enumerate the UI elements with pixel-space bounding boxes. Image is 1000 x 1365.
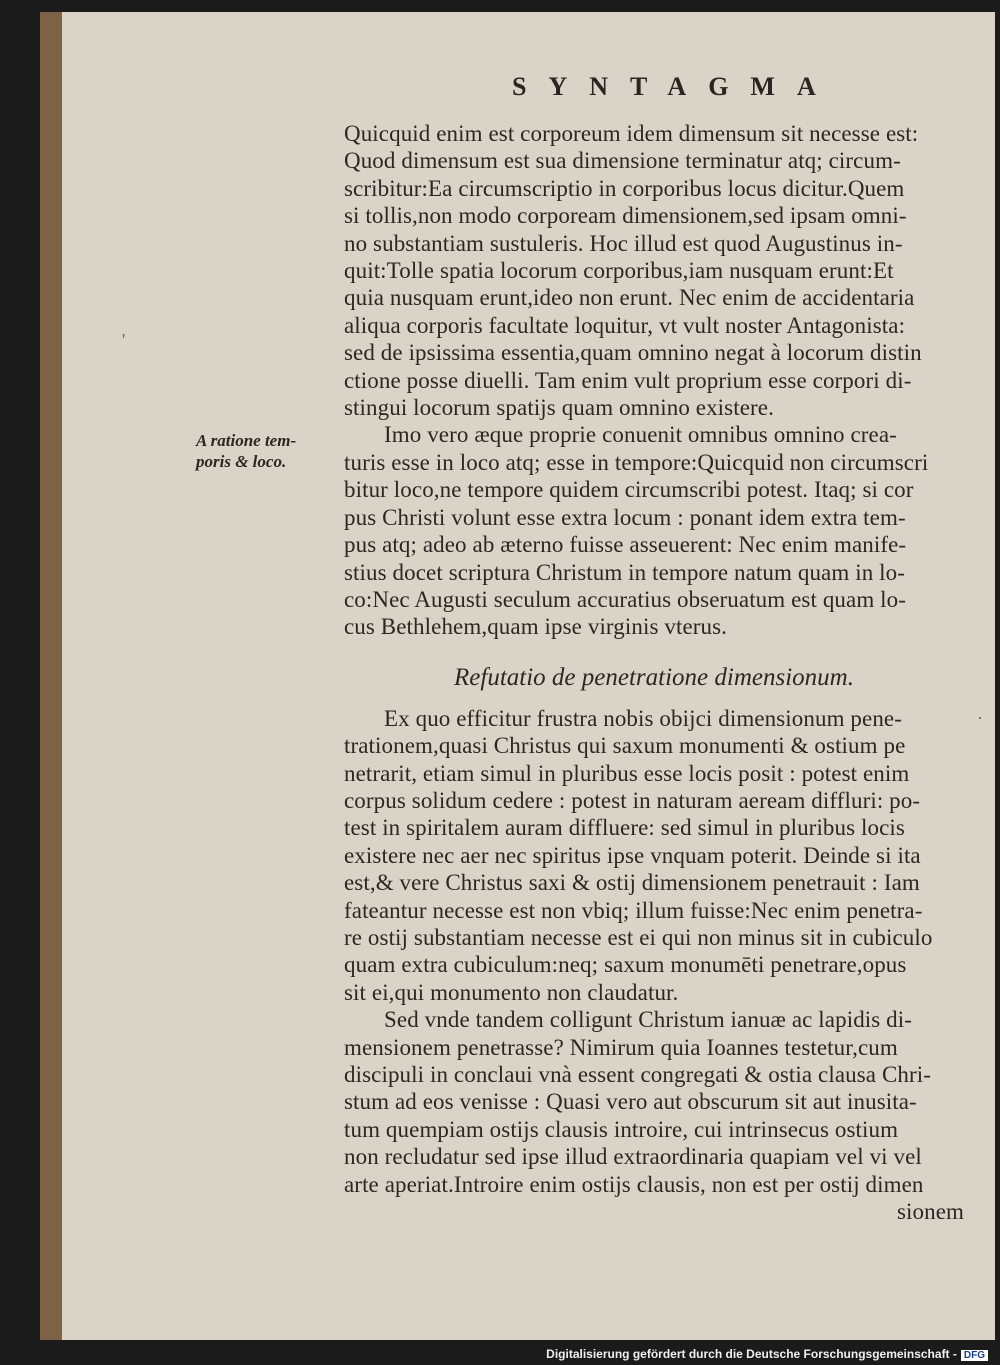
- catchword: sionem: [896, 1199, 964, 1225]
- text-line: tum quempiam ostijs clausis introire, cui intrinsecus ostium: [344, 1116, 899, 1142]
- text-line: netrarit, etiam simul in pluribus esse locis posit : potest enim: [344, 760, 910, 786]
- text-line: est,& vere Christus saxi & ostij dimensionem penetrauit : Iam: [344, 870, 920, 896]
- text-line: aliqua corporis facultate loquitur, vt vult noster Antagonista:: [344, 312, 906, 338]
- text-line: Ex quo efficitur frustra nobis obijci dimensionum pene-: [384, 705, 902, 731]
- text-line: quia nusquam erunt,ideo non erunt. Nec enim de accidentaria: [344, 285, 915, 311]
- text-line: mensionem penetrasse? Nimirum quia Ioannes testetur,cum: [344, 1034, 898, 1060]
- text-line: cus Bethlehem,quam ipse virginis vterus.: [344, 614, 728, 640]
- text-line: trationem,quasi Christus qui saxum monumenti & ostium pe: [344, 733, 906, 759]
- text-line: re ostij substantiam necesse est ei qui non minus sit in cubiculo: [344, 924, 933, 950]
- text-line: ctione posse diuelli. Tam enim vult proprium esse corpori di-: [344, 367, 912, 393]
- text-line: sit ei,qui monumento non claudatur.: [344, 979, 679, 1005]
- text-line: sed de ipsissima essentia,quam omnino negat à locorum distin: [344, 340, 922, 366]
- text-line: scribitur:Ea circumscriptio in corporibus locus dicitur.Quem: [344, 175, 905, 201]
- paragraph-1: [344, 120, 964, 421]
- marginal-note-line: poris & loco.: [196, 452, 287, 471]
- text-line: discipuli in conclaui vnà essent congregati & ostia clausa Chri-: [344, 1062, 931, 1087]
- margin-dot: ·: [977, 708, 983, 728]
- main-text: [344, 120, 964, 1225]
- text-line: pus Christi volunt esse extra locum : ponant idem extra tem-: [344, 504, 906, 530]
- credit-text: Digitalisierung gefördert durch die Deutsche Forschungsgemeinschaft -: [546, 1347, 957, 1361]
- text-line: pus atq; adeo ab æterno fuisse asseuerent: Nec enim manife-: [344, 532, 907, 558]
- margin-mark: ': [122, 330, 126, 350]
- paragraph-4: [344, 1006, 964, 1198]
- text-line: fateantur necesse est non vbiq; illum fuisse:Nec enim penetra-: [344, 897, 923, 923]
- paragraph-3: [344, 705, 964, 1006]
- text-line: test in spiritalem auram diffluere: sed simul in pluribus locis: [344, 815, 905, 841]
- text-line: co:Nec Augusti seculum accuratius obseruatum est quam lo-: [344, 586, 907, 612]
- digitization-credit: [546, 1347, 988, 1361]
- text-line: existere nec aer nec spiritus ipse vnquam poterit. Deinde si ita: [344, 842, 921, 868]
- marginal-note-line: A ratione tem-: [196, 431, 297, 450]
- text-line: turis esse in loco atq; esse in tempore:Quicquid non circumscri: [344, 449, 929, 475]
- text-line: quam extra cubiculum:neq; saxum monumēti penetrare,opus: [344, 952, 907, 978]
- text-line: Quod dimensum est sua dimensione terminatur atq; circum-: [344, 148, 901, 174]
- dfg-logo: DFG: [961, 1350, 988, 1361]
- text-line: arte aperiat.Introire enim ostijs clausis, non est per ostij dimen: [344, 1171, 924, 1197]
- running-head: SYNTAGMA: [512, 72, 838, 101]
- text-line: Quicquid enim est corporeum idem dimensum sit necesse est:: [344, 121, 919, 146]
- text-line: stius docet scriptura Christum in tempore natum quam in lo-: [344, 559, 905, 585]
- paragraph-2: [344, 421, 964, 640]
- section-heading: Refutatio de penetratione dimensionum.: [454, 663, 854, 691]
- text-line: non recludatur sed ipse illud extraordinaria quapiam vel vi vel: [344, 1144, 922, 1170]
- text-line: Sed vnde tandem colligunt Christum ianuæ ac lapidis di-: [384, 1007, 913, 1033]
- text-line: corpus solidum cedere : potest in naturam aeream diffluri: po-: [344, 787, 921, 813]
- book-page: [40, 12, 995, 1340]
- text-line: bitur loco,ne tempore quidem circumscribi potest. Itaq; si cor: [344, 477, 914, 503]
- text-line: no substantiam sustuleris. Hoc illud est quod Augustinus in-: [344, 230, 903, 256]
- text-line: stingui locorum spatijs quam omnino existere.: [344, 395, 774, 421]
- text-line: quit:Tolle spatia locorum corporibus,iam nusquam erunt:Et: [344, 258, 894, 284]
- text-line: stum ad eos venisse : Quasi vero aut obscurum sit aut inusita-: [344, 1089, 917, 1115]
- marginal-note: [196, 430, 346, 472]
- text-line: si tollis,non modo corpoream dimensionem,sed ipsam omni-: [344, 203, 907, 229]
- text-line: Imo vero æque proprie conuenit omnibus omnino crea-: [384, 422, 897, 448]
